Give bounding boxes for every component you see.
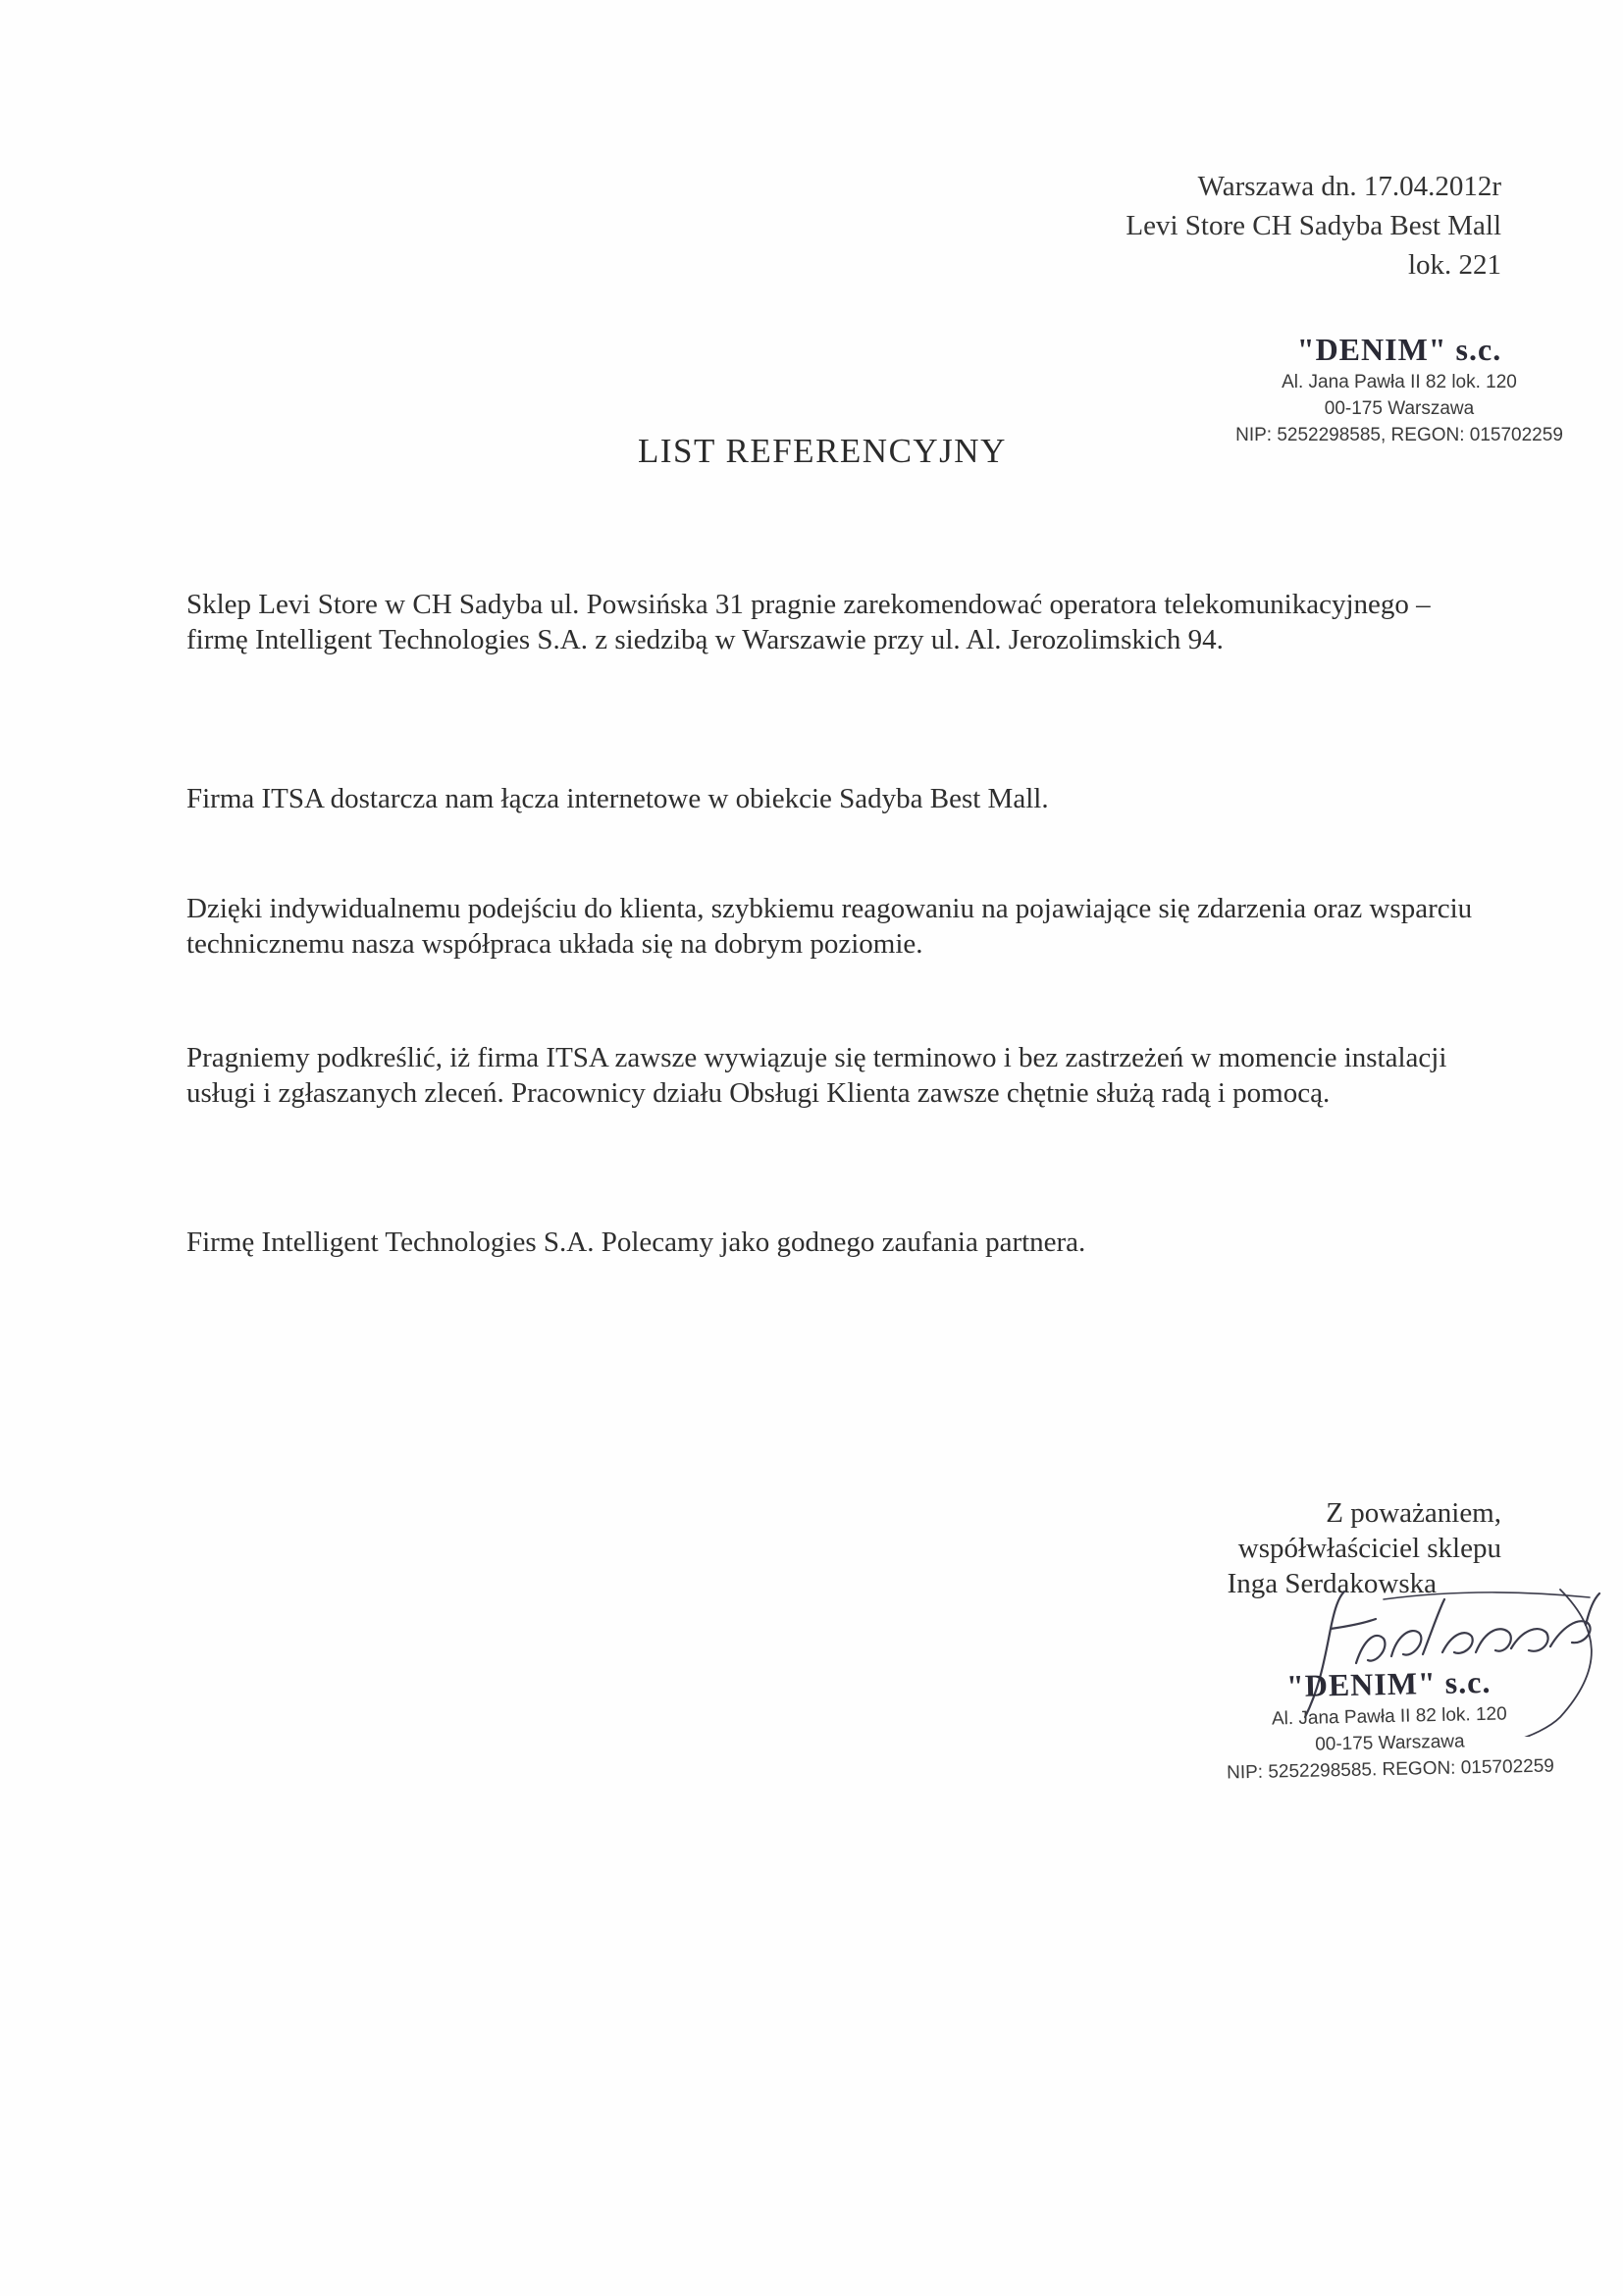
company-stamp-top [1213, 330, 1586, 448]
store-unit: lok. 221 [1407, 249, 1501, 281]
signatory-role: współwłaściciel sklepu [1237, 1533, 1501, 1564]
stamp-company-name: "DENIM" s.c. [1296, 332, 1502, 367]
stamp-ids: NIP: 5252298585, REGON: 015702259 [1235, 425, 1563, 445]
stamp-address: Al. Jana Pawła II 82 lok. 120 [1282, 372, 1517, 392]
closing-greeting: Z poważaniem, [1326, 1497, 1501, 1529]
place-date: Warszawa dn. 17.04.2012r [1197, 171, 1501, 202]
document-title: LIST REFERENCYJNY [638, 432, 1007, 470]
signatory-name: Inga Serdakowska [1227, 1568, 1437, 1599]
stamp-address: Al. Jana Pawła II 82 lok. 120 [1271, 1703, 1507, 1730]
company-stamp-bottom [1202, 1660, 1577, 1787]
paragraph-cooperation: Dzięki indywidualnemu podejściu do klienta, szybkiemu reagowaniu na pojawiające się zdarzenia oraz wsparciu technicznemu nasza współpraca układa się na dobrym poziomie. [186, 893, 1473, 960]
paragraph-conclusion: Firmę Intelligent Technologies S.A. Polecamy jako godnego zaufania partnera. [186, 1226, 1086, 1258]
stamp-company-name: "DENIM" s.c. [1285, 1663, 1492, 1704]
paragraph-service: Firma ITSA dostarcza nam łącza internetowe w obiekcie Sadyba Best Mall. [186, 783, 1049, 814]
store-name: Levi Store CH Sadyba Best Mall [1126, 210, 1501, 241]
letter-header [913, 167, 1501, 285]
stamp-ids: NIP: 5252298585. REGON: 015702259 [1226, 1755, 1555, 1784]
stamp-city: 00-175 Warszawa [1324, 398, 1475, 419]
paragraph-reliability: Pragniemy podkreślić, iż firma ITSA zawsze wywiązuje się terminowo i bez zastrzeżeń w momencie instalacji usługi i zgłaszanych zleceń. Pracownicy działu Obsługi Klienta zawsze chętnie służą radą i pomocą. [186, 1042, 1447, 1109]
paragraph-recommendation: Sklep Levi Store w CH Sadyba ul. Powsińska 31 pragnie zarekomendować operatora telekomunikacyjnego – firmę Intelligent Technologies S.A. z siedzibą w Warszawie przy ul. Al. Jerozolimskich 94. [186, 589, 1431, 655]
stamp-city: 00-175 Warszawa [1314, 1731, 1465, 1755]
